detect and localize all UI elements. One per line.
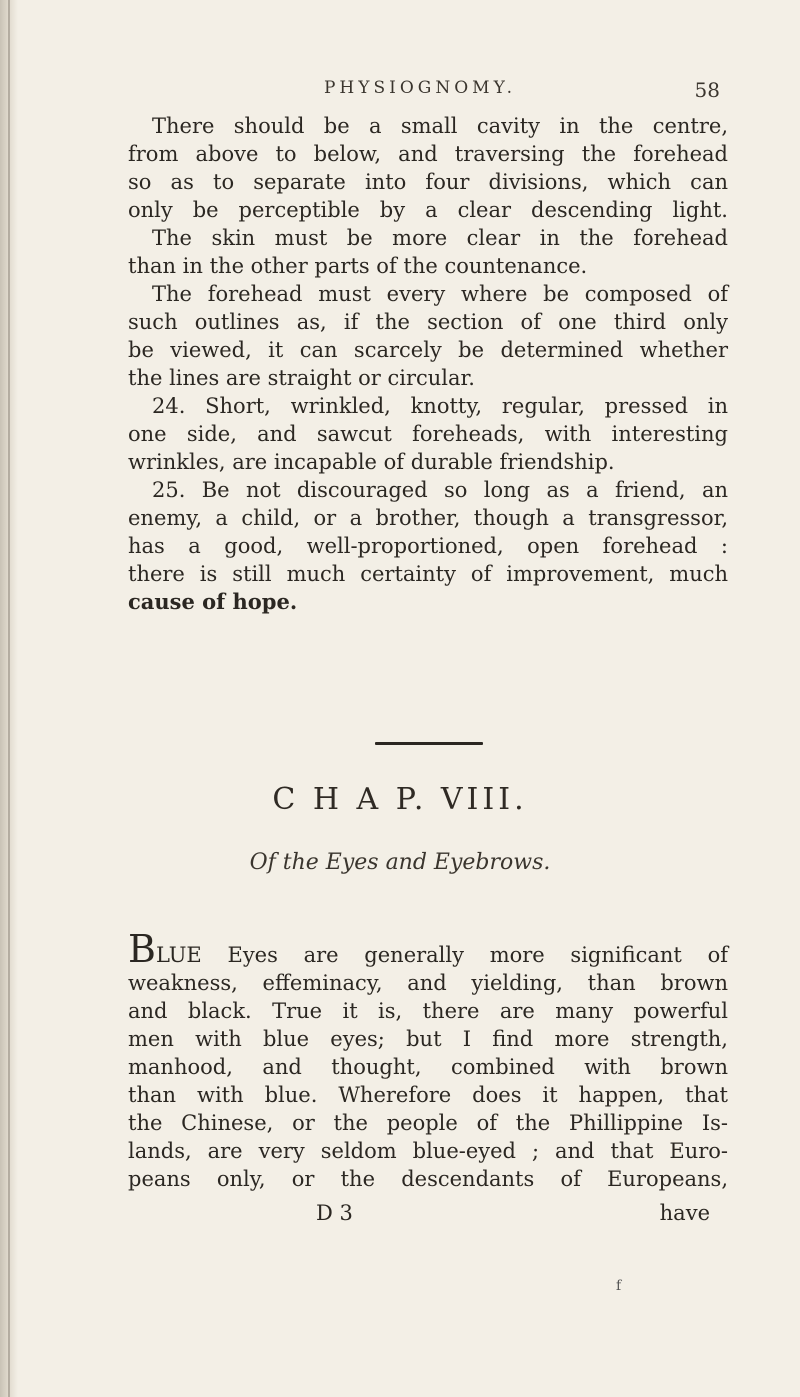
text-line: from above to below, and traversing the forehead xyxy=(128,142,728,166)
ink-speck: f xyxy=(616,1278,622,1294)
chapter-subtitle: Of the Eyes and Eyebrows. xyxy=(249,850,551,875)
text-line: men with blue eyes; but I find more strength, xyxy=(128,1027,728,1051)
section-divider xyxy=(375,742,483,745)
text-line: weakness, effeminacy, and yielding, than brown xyxy=(128,971,728,995)
text-line: peans only, or the descendants of Europeans, xyxy=(128,1167,728,1191)
first-word-rest: LUE xyxy=(155,943,202,967)
text-line-first xyxy=(128,927,728,971)
catchword: have xyxy=(659,1201,710,1225)
text-line: There should be a small cavity in the centre, xyxy=(152,114,728,138)
text-line: The forehead must every where be composed of xyxy=(152,282,728,306)
body-text-bottom xyxy=(128,927,728,1193)
text-line: and black. True it is, there are many powerful xyxy=(128,999,728,1023)
body-text-top xyxy=(128,112,728,616)
running-head xyxy=(120,78,720,102)
text-line: 24. Short, wrinkled, knotty, regular, pressed in xyxy=(152,394,728,418)
text-line: the lines are straight or circular. xyxy=(128,366,475,390)
running-head-title: PHYSIOGNOMY. xyxy=(323,78,517,98)
text-line: wrinkles, are incapable of durable friendship. xyxy=(128,450,615,474)
text-line: one side, and sawcut foreheads, with interesting xyxy=(128,422,728,446)
text-line: enemy, a child, or a brother, though a transgressor, xyxy=(128,506,728,530)
text-line-first-rest: Eyes are generally more significant of xyxy=(227,943,728,967)
text-line: The skin must be more clear in the forehead xyxy=(152,226,728,250)
text-line: the Chinese, or the people of the Phillippine Is- xyxy=(128,1111,728,1135)
chapter-heading: C H A P. VIII. xyxy=(272,782,528,817)
text-line: lands, are very seldom blue-eyed ; and that Euro- xyxy=(128,1139,728,1163)
drop-cap: B xyxy=(128,927,156,971)
text-line: be viewed, it can scarcely be determined whether xyxy=(128,338,728,362)
binding-edge-line xyxy=(8,0,10,1397)
text-line: such outlines as, if the section of one third only xyxy=(128,310,728,334)
text-line: than with blue. Wherefore does it happen, that xyxy=(128,1083,728,1107)
text-line: than in the other parts of the countenance. xyxy=(128,254,588,278)
text-line: so as to separate into four divisions, which can xyxy=(128,170,728,194)
text-line: there is still much certainty of improvement, much xyxy=(128,562,728,586)
text-line: cause of hope. xyxy=(128,589,298,614)
text-line: manhood, and thought, combined with brown xyxy=(128,1055,728,1079)
text-line: has a good, well-proportioned, open forehead : xyxy=(128,534,728,558)
text-line: 25. Be not discouraged so long as a friend, an xyxy=(152,478,728,502)
page-number: 58 xyxy=(694,78,720,102)
signature-mark: D 3 xyxy=(316,1201,353,1225)
page-footer xyxy=(128,1201,728,1231)
text-line: only be perceptible by a clear descending light. xyxy=(128,198,728,222)
